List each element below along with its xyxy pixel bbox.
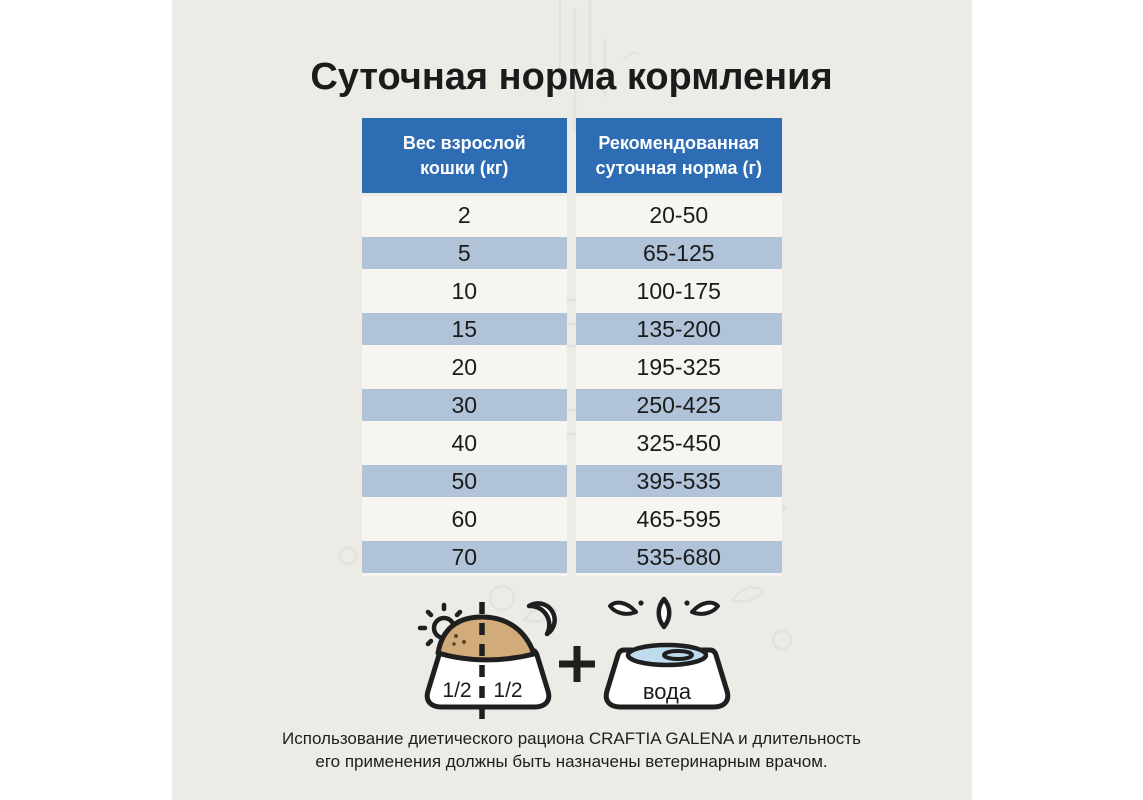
table-row (362, 500, 782, 538)
amount-cell: 250-425 (576, 386, 782, 424)
weight-cell: 70 (362, 538, 568, 576)
header-amount-line2: суточная норма (г) (595, 157, 762, 178)
amount-cell: 195-325 (576, 348, 782, 386)
header-amount-cell (576, 118, 782, 193)
amount-cell: 395-535 (576, 462, 782, 500)
table-body (362, 196, 782, 576)
page-title: Суточная норма кормления (310, 56, 833, 98)
amount-cell: 465-595 (576, 500, 782, 538)
table-row (362, 196, 782, 234)
footnote-line1: Использование диетического рациона CRAFTIA GALENA и длительность (282, 729, 861, 748)
weight-cell: 10 (362, 272, 568, 310)
feeding-illustration (411, 596, 751, 728)
table-row (362, 272, 782, 310)
moon-icon (529, 603, 555, 634)
table-row (362, 424, 782, 462)
table-row (362, 462, 782, 500)
header-weight-line1: Вес взрослой (402, 132, 526, 153)
weight-cell: 60 (362, 500, 568, 538)
table-row (362, 310, 782, 348)
weight-cell: 50 (362, 462, 568, 500)
table-row (362, 386, 782, 424)
water-bowl-icon (606, 645, 728, 707)
amount-cell: 20-50 (576, 196, 782, 234)
weight-cell: 30 (362, 386, 568, 424)
half-left-label: 1/2 (441, 679, 472, 702)
feeding-guide-panel (172, 0, 972, 800)
footnote (172, 727, 972, 773)
amount-cell: 65-125 (576, 234, 782, 272)
weight-cell: 2 (362, 196, 568, 234)
weight-cell: 5 (362, 234, 568, 272)
table-row (362, 538, 782, 576)
header-amount-line1: Рекомендованная (598, 132, 760, 153)
amount-cell: 135-200 (576, 310, 782, 348)
header-weight-cell (362, 118, 568, 193)
half-right-label: 1/2 (492, 679, 523, 702)
footnote-line2: его применения должны быть назначены ветеринарным врачом. (315, 752, 828, 771)
amount-cell: 325-450 (576, 424, 782, 462)
amount-cell: 100-175 (576, 272, 782, 310)
table-row (362, 348, 782, 386)
header-weight-line2: кошки (кг) (420, 157, 509, 178)
table-header-row (362, 118, 782, 193)
water-splash-icon (610, 599, 718, 627)
plus-icon (559, 646, 595, 682)
weight-cell: 15 (362, 310, 568, 348)
amount-cell: 535-680 (576, 538, 782, 576)
weight-cell: 20 (362, 348, 568, 386)
feeding-table (362, 118, 782, 576)
table-row (362, 234, 782, 272)
water-label: вода (642, 679, 691, 704)
weight-cell: 40 (362, 424, 568, 462)
food-mound (438, 617, 534, 660)
